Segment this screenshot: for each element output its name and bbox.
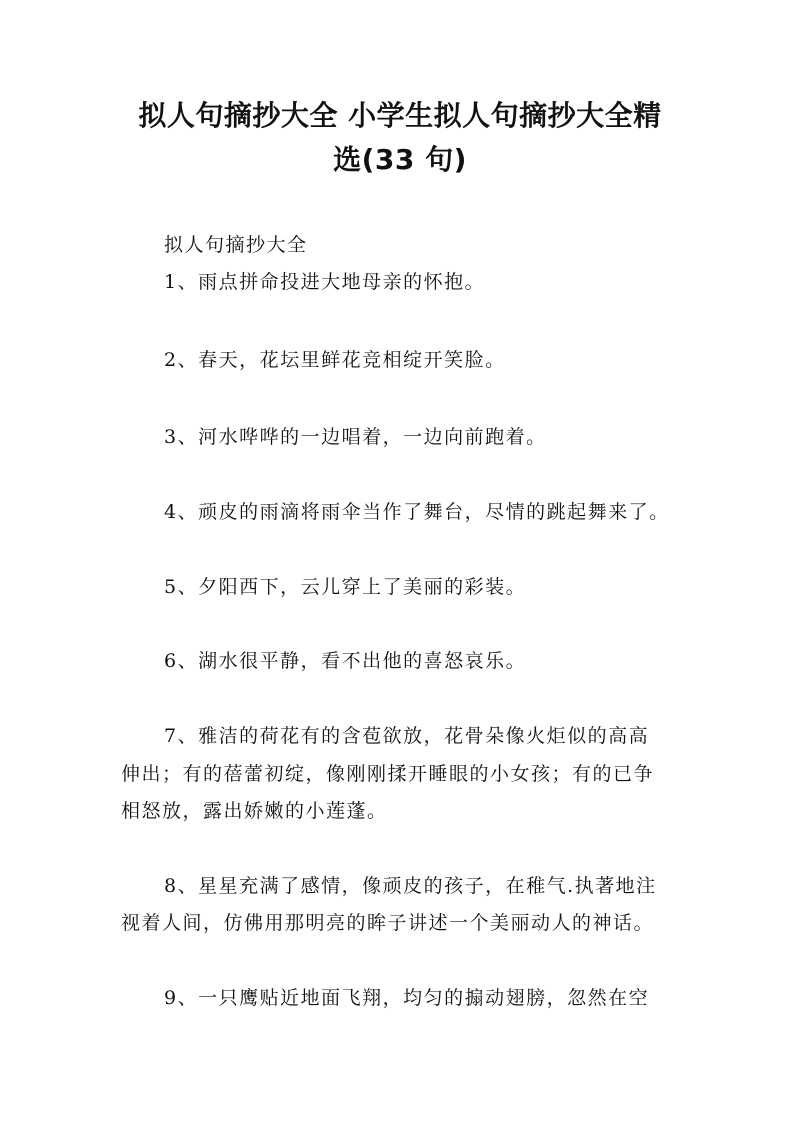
document-title-line-1: 拟人句摘抄大全 小学生拟人句摘抄大全精 (138, 99, 662, 132)
item-1-line-1: 1、雨点拼命投进大地母亲的怀抱。 (164, 271, 486, 293)
item-8-line-2: 视着人间，仿佛用那明亮的眸子讲述一个美丽动人的神话。 (121, 912, 655, 934)
item-7-line-3: 相怒放，露出娇嫩的小莲蓬。 (121, 800, 388, 822)
item-3-line-1: 3、河水哗哗的一边唱着，一边向前跑着。 (164, 426, 547, 448)
document-title-line-2: 选(33 句) (333, 143, 467, 176)
item-9-line-1: 9、一只鹰贴近地面飞翔，均匀的搧动翅膀，忽然在空 (164, 987, 650, 1009)
section-heading: 拟人句摘抄大全 (164, 234, 308, 256)
item-5-line-1: 5、夕阳西下，云儿穿上了美丽的彩装。 (164, 576, 527, 598)
item-4-line-1: 4、顽皮的雨滴将雨伞当作了舞台，尽情的跳起舞来了。 (164, 501, 670, 523)
item-8-line-1: 8、星星充满了感情，像顽皮的孩子，在稚气.执著地注 (164, 875, 657, 897)
item-7-line-2: 伸出；有的蓓蕾初绽，像刚刚揉开睡眼的小女孩；有的已争 (121, 763, 655, 785)
item-7-line-1: 7、雅洁的荷花有的含苞欲放，花骨朵像火炬似的高高 (164, 725, 650, 747)
item-2-line-1: 2、春天，花坛里鲜花竞相绽开笑脸。 (164, 349, 506, 371)
item-6-line-1: 6、湖水很平静，看不出他的喜怒哀乐。 (164, 650, 527, 672)
